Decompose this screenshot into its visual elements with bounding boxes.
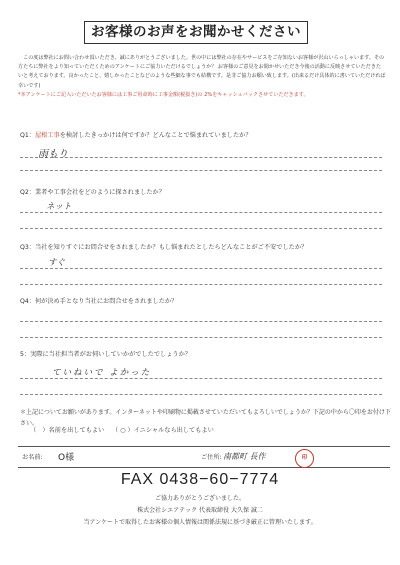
question-1-answer: 雨もり [38, 149, 68, 160]
answer-line [20, 268, 382, 269]
choice-initial-option[interactable]: （ ○ ）イニシャルなら出してもよい [112, 427, 214, 434]
intro-paragraph [18, 54, 386, 100]
answer-line [20, 378, 382, 379]
question-3-label: Q3：当社を知りすぐにお問合せをされましたか？もし悩まれたとしたらどんなことがご不安でしたか？ [20, 244, 308, 251]
thanks-text: ご協力ありがとうございました。 [154, 495, 245, 502]
intro-text: この度は弊社にお問い合わせ頂いただき、誠にありがとうございました。世の中には弊社の存在やサービスをご存知ないお客様が沢山いらっしゃいます。その方たちに弊社をより知っていただくためのアンケートにご協力いただけるでしょうか？ お客様のご意見をお聞かせいただき今後の活動に反映させていただきたいと考えております。良かったこと、嬉しかったことなどのような些細な事でも結構です。是非ご協力お願い致します。(出来るだけ具体的に書いていただければ幸いです) [18, 55, 386, 89]
page-title: お客様のお声をお聞かせください [84, 21, 308, 44]
privacy-text: 当アンケートで取得したお客様の個人情報は関係法規に基づき厳正に管理いたします。 [83, 519, 317, 526]
answer-line [20, 157, 382, 158]
cashback-note: *本アンケートにご記入いただいたお客様には工事ご用命時に工事金額(税抜き)の 2%をキャッシュバックさせていただきます。 [18, 91, 309, 98]
question-5-answer: ていねいで よかった [52, 368, 152, 378]
publication-consent-text: ＊上記についてお願いがあります。インターネットや印刷物に掲載させていただいてもよろしいでしょうか？下記の中から〇印をお付け下さい。 [20, 409, 391, 427]
name-value: O様 [58, 453, 75, 463]
question-5-label: 5：実際に当社担当者がお伺いしていかがでしたでしょうか？ [20, 351, 191, 358]
answer-line [20, 394, 382, 395]
name-address-row [18, 446, 390, 468]
answer-line [20, 170, 382, 171]
question-3-answer: すぐ [48, 258, 66, 268]
answer-line [20, 337, 382, 338]
question-1-label: Q1：屋根工事を検討したきっかけは何ですか？どんなことで悩まれていましたか？ [20, 132, 252, 139]
name-label: お名前: [22, 454, 43, 461]
question-2-label: Q2：業者や工事会社をどのように探されましたか？ [20, 189, 165, 196]
address-value: 南都町 長作 [223, 452, 266, 461]
address-label: ご住所: [201, 454, 222, 461]
answer-line [20, 284, 382, 285]
answer-line [20, 212, 382, 213]
question-1-highlight: 屋根工事 [35, 132, 60, 139]
fax-number: FAX 0438−60−7774 [120, 471, 280, 488]
answer-line [20, 228, 382, 229]
seal-stamp: 印 [295, 449, 314, 468]
question-4-label: Q4：何が決め手となり当社にお問合せをされましたか？ [20, 298, 178, 305]
question-2-answer: ネット [46, 202, 72, 212]
answer-line [20, 321, 382, 322]
company-text: 株式会社シエアテック 代表取締役 大久保 誠二 [137, 507, 263, 514]
choice-name-option[interactable]: （ ）名前を出してもよい [30, 427, 105, 434]
